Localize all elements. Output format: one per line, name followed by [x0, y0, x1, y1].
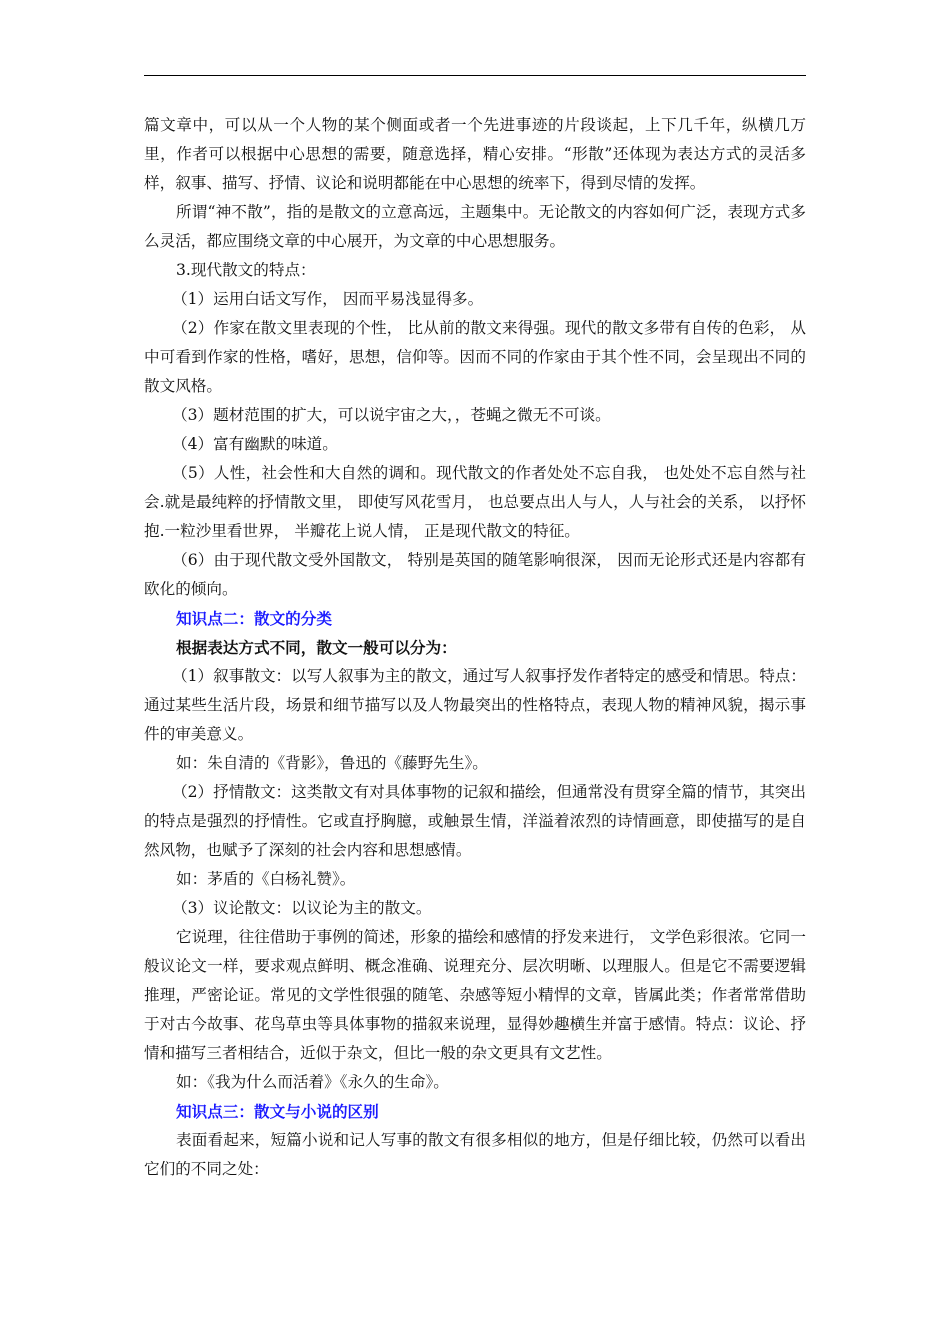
- list-item: （4）富有幽默的味道。: [172, 435, 338, 453]
- paragraph: 它说理，往往借助于事例的简述，形象的描绘和感情的抒发来进行， 文学色彩很浓。它同一般议论文一样，要求观点鲜明、概念准确、说理充分、层次明晰、以理服人。但是它不需要逻辑推理，严密论证。常见的文学性很强的随笔、杂感等短小精悍的文章，皆属此类；作者常常借助于对古今故事、花鸟草虫等具体事物的描叙来说理，显得妙趣横生并富于感情。特点：议论、抒情和描写三者相结合，近似于杂文，但比一般的杂文更具有文艺性。: [144, 928, 806, 1062]
- list-item: （5）人性，社会性和大自然的调和。现代散文的作者处处不忘自我， 也处处不忘自然与社会.就是最纯粹的抒情散文里， 即使写风花雪月， 也总要点出人与人，人与社会的关系， 以抒怀抱.一粒沙里看世界， 半瓣花上说人情， 正是现代散文的特征。: [144, 464, 806, 540]
- section-intro: 根据表达方式不同，散文一般可以分为：: [176, 638, 457, 657]
- example-line: 如：《我为什么而活着》《永久的生命》。: [176, 1073, 449, 1091]
- list-item: （2）抒情散文：这类散文有对具体事物的记叙和描绘，但通常没有贯穿全篇的情节，其突出的特点是强烈的抒情性。它或直抒胸臆，或触景生情，洋溢着浓烈的诗情画意，即使描写的是自然风物，也赋予了深刻的社会内容和思想感情。: [144, 783, 806, 859]
- list-item: （3）题材范围的扩大，可以说宇宙之大，，苍蝇之微无不可谈。: [172, 406, 611, 424]
- paragraph: 3.现代散文的特点：: [176, 261, 316, 279]
- list-item: （6）由于现代散文受外国散文， 特别是英国的随笔影响很深， 因而无论形式还是内容都有欧化的倾向。: [144, 551, 806, 598]
- section-heading-difference: 知识点三：散文与小说的区别: [176, 1102, 379, 1121]
- list-item: （2）作家在散文里表现的个性， 比从前的散文来得强。现代的散文多带有自传的色彩， 从中可看到作家的性格，嗜好，思想，信仰等。因而不同的作家由于其个性不同，会呈现出不同的散文风格。: [144, 319, 806, 395]
- example-line: 如：朱自清的《背影》，鲁迅的《藤野先生》。: [176, 754, 488, 772]
- paragraph: 篇文章中，可以从一个人物的某个侧面或者一个先进事迹的片段谈起，上下几千年，纵横几万里，作者可以根据中心思想的需要，随意选择，精心安排。“形散”还体现为表达方式的灵活多样，叙事、描写、抒情、议论和说明都能在中心思想的统率下，得到尽情的发挥。: [144, 116, 806, 192]
- section-heading-classification: 知识点二：散文的分类: [176, 609, 332, 628]
- list-item: （1）运用白话文写作， 因而平易浅显得多。: [172, 290, 484, 308]
- header-rule: [144, 75, 806, 76]
- list-item: （1）叙事散文：以写人叙事为主的散文，通过写人叙事抒发作者特定的感受和情思。特点：通过某些生活片段，场景和细节描写以及人物最突出的性格特点，表现人物的精神风貌，揭示事件的审美意义。: [144, 667, 806, 743]
- example-line: 如：茅盾的《白杨礼赞》。: [176, 870, 356, 888]
- paragraph: 所谓“神不散”，指的是散文的立意高远，主题集中。无论散文的内容如何广泛，表现方式多么灵活，都应围绕文章的中心展开，为文章的中心思想服务。: [144, 203, 806, 250]
- document-body: [144, 111, 806, 1184]
- paragraph: 表面看起来，短篇小说和记人写事的散文有很多相似的地方，但是仔细比较，仍然可以看出它们的不同之处：: [144, 1131, 806, 1178]
- list-item: （3）议论散文：以议论为主的散文。: [172, 899, 432, 917]
